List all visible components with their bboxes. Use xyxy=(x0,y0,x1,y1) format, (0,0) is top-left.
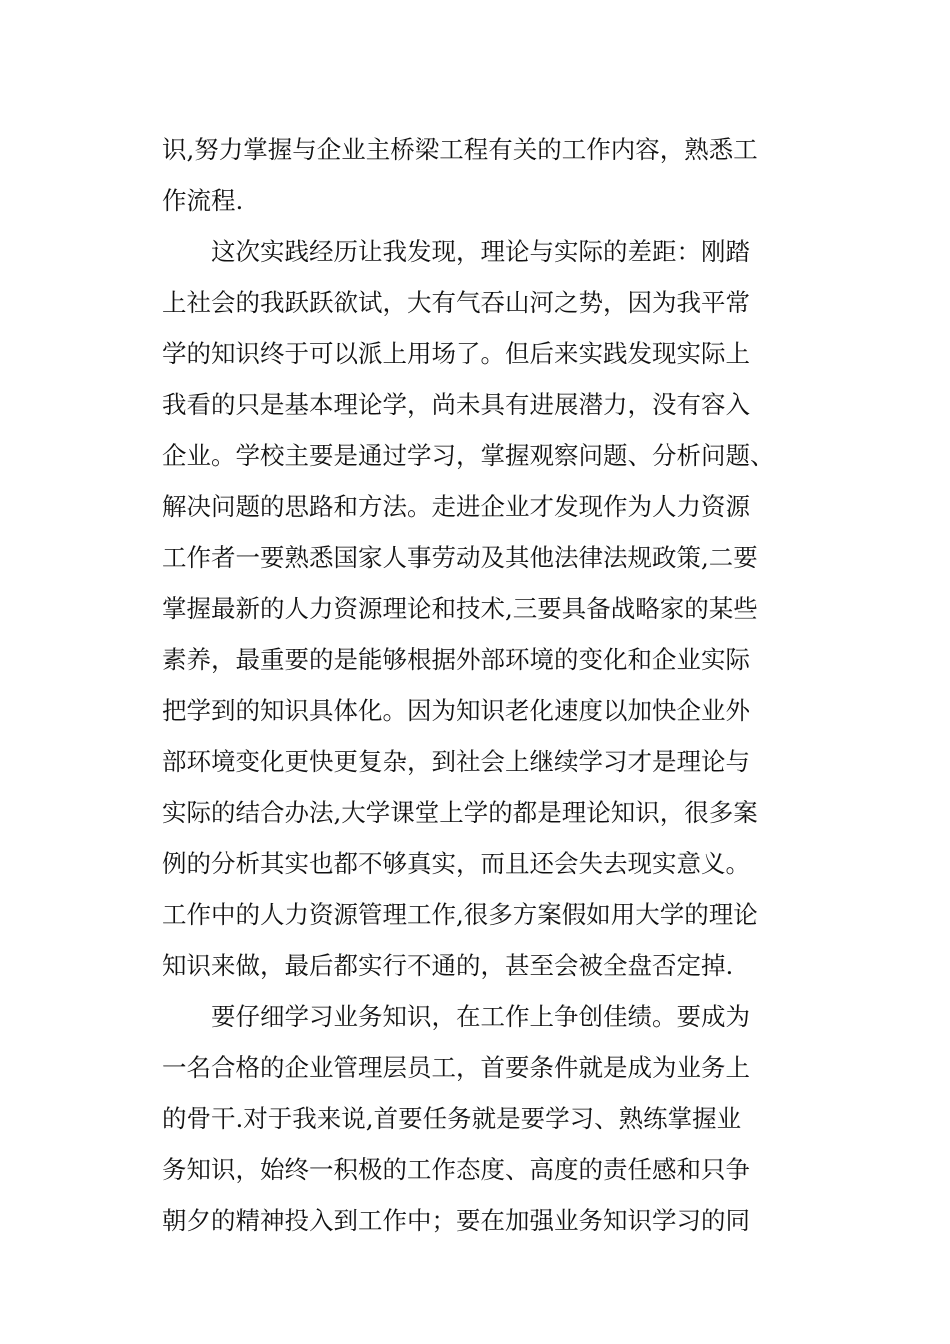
text-line: 素养，最重要的是能够根据外部环境的变化和企业实际 xyxy=(162,645,750,674)
paragraph-start-line: 这次实践经历让我发现，理论与实际的差距：刚踏 xyxy=(211,237,750,266)
body-text xyxy=(162,124,802,1246)
text-line: 朝夕的精神投入到工作中；要在加强业务知识学习的同 xyxy=(162,1206,750,1235)
text-line: 一名合格的企业管理层员工，首要条件就是成为业务上 xyxy=(162,1053,750,1082)
paragraph-start-line: 要仔细学习业务知识，在工作上争创佳绩。要成为 xyxy=(211,1002,750,1031)
text-line: 把学到的知识具体化。因为知识老化速度以加快企业外 xyxy=(162,696,750,725)
text-line: 上社会的我跃跃欲试，大有气吞山河之势，因为我平常 xyxy=(162,288,750,317)
text-line: 知识来做，最后都实行不通的，甚至会被全盘否定掉. xyxy=(162,951,734,980)
text-line: 解决问题的思路和方法。走进企业才发现作为人力资源 xyxy=(162,492,750,521)
text-line: 我看的只是基本理论学，尚未具有进展潜力，没有容入 xyxy=(162,390,750,419)
text-line: 作流程. xyxy=(162,186,244,215)
text-line: 企业。学校主要是通过学习，掌握观察问题、分析问题、 xyxy=(162,441,775,470)
text-line: 例的分析其实也都不够真实，而且还会失去现实意义。 xyxy=(162,849,750,878)
text-line: 的骨干.对于我来说,首要任务就是要学习、熟练掌握业 xyxy=(162,1104,742,1133)
text-line: 部环境变化更快更复杂，到社会上继续学习才是理论与 xyxy=(162,747,750,776)
text-line: 务知识，始终一积极的工作态度、高度的责任感和只争 xyxy=(162,1155,750,1184)
text-line: 学的知识终于可以派上用场了。但后来实践发现实际上 xyxy=(162,339,750,368)
text-line: 识,努力掌握与企业主桥梁工程有关的工作内容，熟悉工 xyxy=(162,135,758,164)
text-line: 实际的结合办法,大学课堂上学的都是理论知识，很多案 xyxy=(162,798,758,827)
text-line: 工作者一要熟悉国家人事劳动及其他法律法规政策,二要 xyxy=(162,543,758,572)
text-line: 工作中的人力资源管理工作,很多方案假如用大学的理论 xyxy=(162,900,758,929)
text-line: 掌握最新的人力资源理论和技术,三要具备战略家的某些 xyxy=(162,594,758,623)
